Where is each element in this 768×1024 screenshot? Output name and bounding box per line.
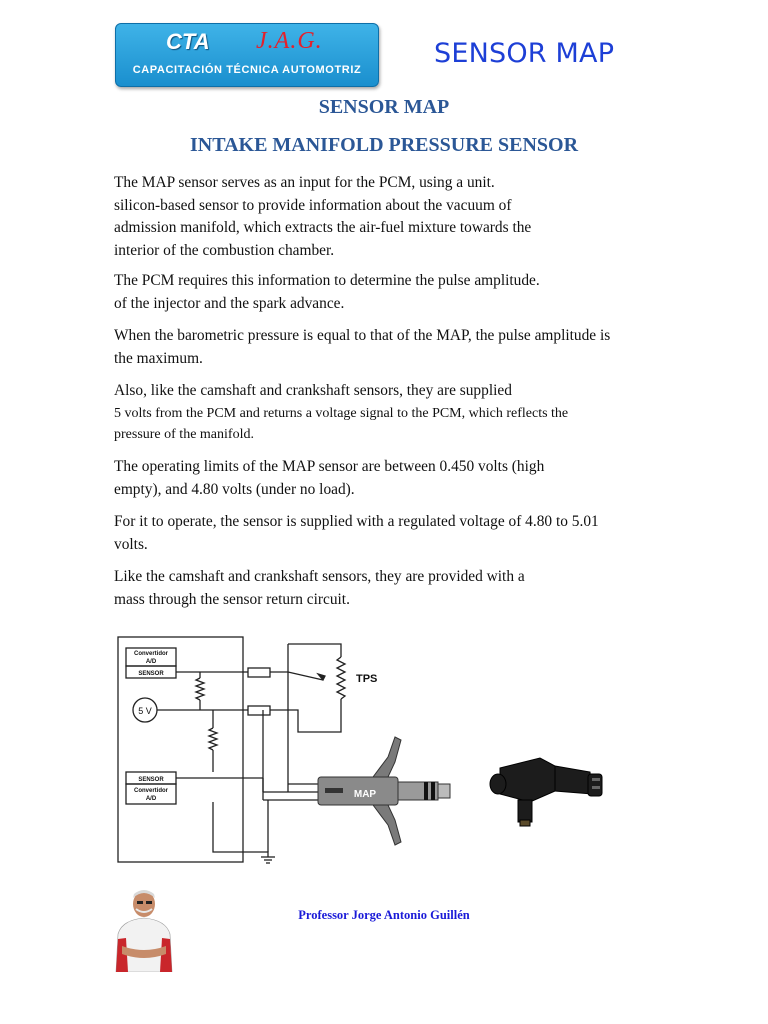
logo-cta-text: CTA (166, 29, 210, 54)
paragraph-barometric (114, 325, 674, 370)
text-line: The operating limits of the MAP sensor are between 0.450 volts (high (114, 458, 545, 475)
pull-up-resistor (196, 678, 204, 700)
map-sensor-photo (470, 736, 660, 840)
text-line: Like the camshaft and crankshaft sensors, they are provided with a (114, 568, 525, 585)
paragraph-ground (114, 566, 674, 611)
text-line: of the injector and the spark advance. (114, 294, 345, 312)
text-line: mass through the sensor return circuit. (114, 590, 350, 608)
text-line: interior of the combustion chamber. (114, 241, 335, 259)
paragraph-map-input (114, 172, 674, 262)
paragraph-supply (114, 380, 674, 445)
text-line: For it to operate, the sensor is supplied with a regulated voltage of 4.80 to 5.01 (114, 513, 599, 530)
tps-label: TPS (356, 673, 378, 685)
text-line: The PCM requires this information to determine the pulse amplitude. (114, 272, 540, 289)
converter-top-ad-label: A/D (145, 659, 157, 665)
connector-top (248, 668, 270, 677)
voltage-label: 5 V (138, 706, 152, 716)
text-line: When the barometric pressure is equal to that of the MAP, the pulse amplitude is (114, 327, 611, 344)
document-subtitle: INTAKE MANIFOLD PRESSURE SENSOR (189, 134, 579, 156)
tps-resistor (337, 657, 345, 699)
author-credit: Professor Jorge Antonio Guillén (298, 908, 470, 922)
logo-jag-text: J.A.G. (256, 28, 323, 54)
map-label: MAP (353, 789, 377, 800)
header-title: SENSOR MAP (434, 38, 615, 69)
text-line: volts. (114, 535, 148, 553)
text-line: 5 volts from the PCM and returns a voltage signal to the PCM, which reflects the (114, 405, 569, 421)
sensor-top-label: SENSOR (138, 671, 164, 677)
pcm-resistor (209, 728, 217, 750)
converter-top-label: Convertidor (133, 651, 169, 657)
cta-jag-logo (115, 23, 379, 87)
converter-bottom-ad-label: A/D (145, 796, 157, 802)
text-line: pressure of the manifold. (114, 426, 254, 442)
pcm-box (118, 637, 243, 862)
paragraph-operating-limits (114, 456, 674, 501)
text-line: Also, like the camshaft and crankshaft sensors, they are supplied (114, 382, 512, 399)
sensor-bottom-label: SENSOR (138, 777, 164, 783)
connector-mid (248, 706, 270, 715)
text-line: empty), and 4.80 volts (under no load). (114, 480, 355, 498)
document-title: SENSOR MAP (318, 96, 450, 118)
text-line: silicon-based sensor to provide information about the vacuum of (114, 196, 512, 214)
paragraph-regulated-voltage (114, 511, 674, 556)
text-line: the maximum. (114, 349, 203, 367)
logo-subtitle: CAPACITACIÓN TÉCNICA AUTOMOTRIZ (132, 64, 362, 76)
logo-title-row (116, 29, 378, 57)
converter-bottom-label: Convertidor (133, 788, 169, 794)
text-line: The MAP sensor serves as an input for the PCM, using a unit. (114, 174, 495, 191)
map-sensor-illustration (318, 737, 450, 845)
author-photo (112, 884, 176, 972)
paragraph-pcm-requirement (114, 270, 674, 315)
text-line: admission manifold, which extracts the air-fuel mixture towards the (114, 219, 532, 236)
